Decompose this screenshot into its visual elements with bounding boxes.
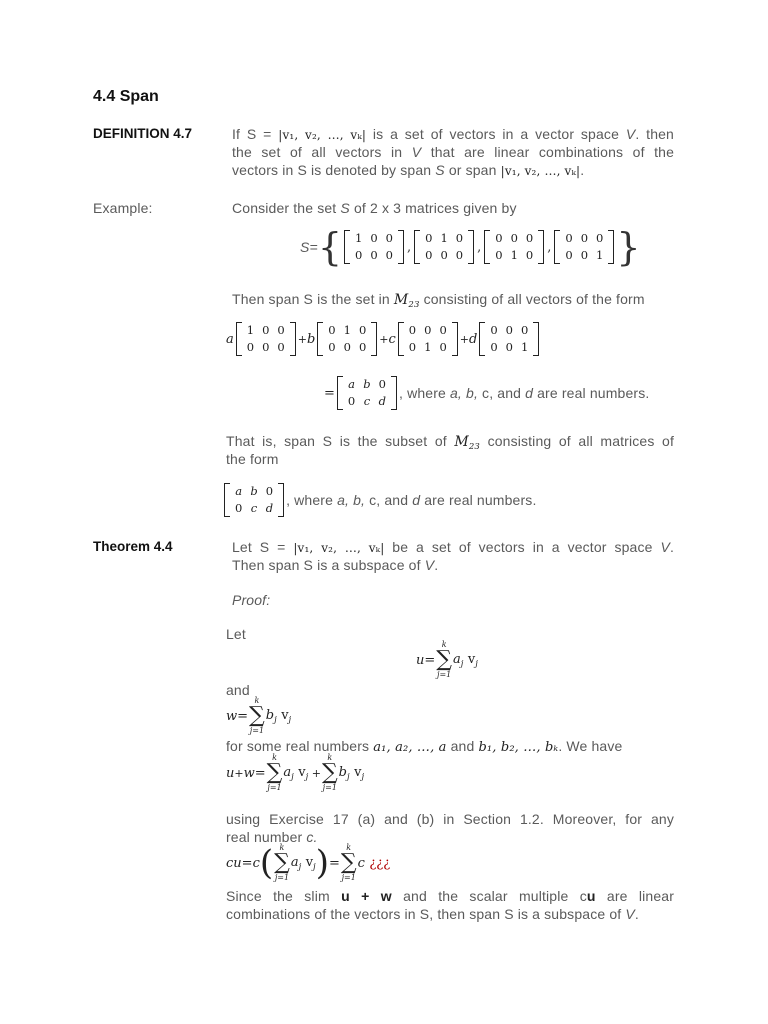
definition-body: If S = |v₁, v₂, …, vₖ| is a set of vectors in a vector space V. then the set of all vectors in V that are linear combinations of the vectors in S is denoted by span S or span |v₁, v₂, …, vₖ|. — [232, 126, 675, 178]
linear-combination-equation: a 1 0 0 0 0 0 + b 0 1 0 0 0 0 + c 0 0 0 0 1 0 + d 0 0 0 0 0 1 — [226, 322, 541, 356]
matrix-E11: 1 0 0 0 0 0 — [344, 230, 404, 264]
definition-set-vectors: v₁, v₂, …, vₖ — [282, 128, 362, 142]
w-sum-equation: w = k ∑ j=1 $b_j$ $v_j$ — [226, 696, 292, 735]
matrix-E22: 0 0 0 0 1 0 — [484, 230, 544, 264]
cu-equation: cu = c ( k ∑ j=1 $a_j$ $v_j$ ) = k ∑ j=1 c ¿¿¿ — [226, 843, 391, 883]
using-exercise-paragraph: using Exercise 17 (a) and (b) in Section 1.2. Moreover, for any real number c. — [226, 811, 674, 845]
theorem-body: Let S = |v₁, v₂, …, vₖ| be a set of vectors in a vector space V. Then span S is a subspace of V. — [232, 539, 674, 573]
then-span-line: Then span S is the set in $M_{23}$ consisting of all vectors of the form — [232, 291, 645, 310]
for-some-line: for some real numbers a₁, a₂, …, a and b₁, b₂, …, bₖ. We have — [226, 738, 623, 755]
set-S-equation: S= { 1 0 0 0 0 0 , 0 1 0 0 0 0 , 0 0 0 0 1 0 , 0 0 0 0 0 1 } — [300, 225, 641, 269]
u-sum-equation: u = k ∑ j=1 $a_j$ $v_j$ — [416, 640, 478, 679]
example-intro: Consider the set S of 2 x 3 matrices given by — [232, 200, 517, 216]
let-text: Let — [226, 626, 246, 642]
section-title: 4.4 Span — [93, 88, 159, 105]
definition-label: DEFINITION 4.7 — [93, 126, 193, 141]
since-paragraph: Since the slim u + w and the scalar multiple cu are linear combinations of the vectors in S, then span S is a subspace of V. — [226, 888, 675, 922]
matrix-E23: 0 0 0 0 0 1 — [554, 230, 614, 264]
theorem-label: Theorem 4.4 — [93, 539, 173, 554]
example-label: Example: — [93, 200, 153, 216]
and-text: and — [226, 682, 250, 698]
result-matrix-equation: = a b 0 0 c d , where a, b, c, and d are real numbers. — [324, 377, 650, 408]
form-matrix-equation: a b 0 0 c d , where a, b, c, and d are real numbers. — [222, 483, 537, 517]
u-plus-w-equation: u + w = k ∑ j=1 $a_j$ $v_j$ + k ∑ j=1 $b_j$ $v_j$ — [226, 753, 365, 792]
result-matrix: a b 0 0 c d — [337, 376, 397, 410]
that-is-paragraph: That is, span S is the subset of $M_{23}$ consisting of all matrices of the form — [226, 433, 675, 467]
matrix-E12: 0 1 0 0 0 0 — [414, 230, 474, 264]
garbled-symbols: ¿¿¿ — [369, 855, 391, 871]
proof-label: Proof: — [232, 592, 271, 608]
